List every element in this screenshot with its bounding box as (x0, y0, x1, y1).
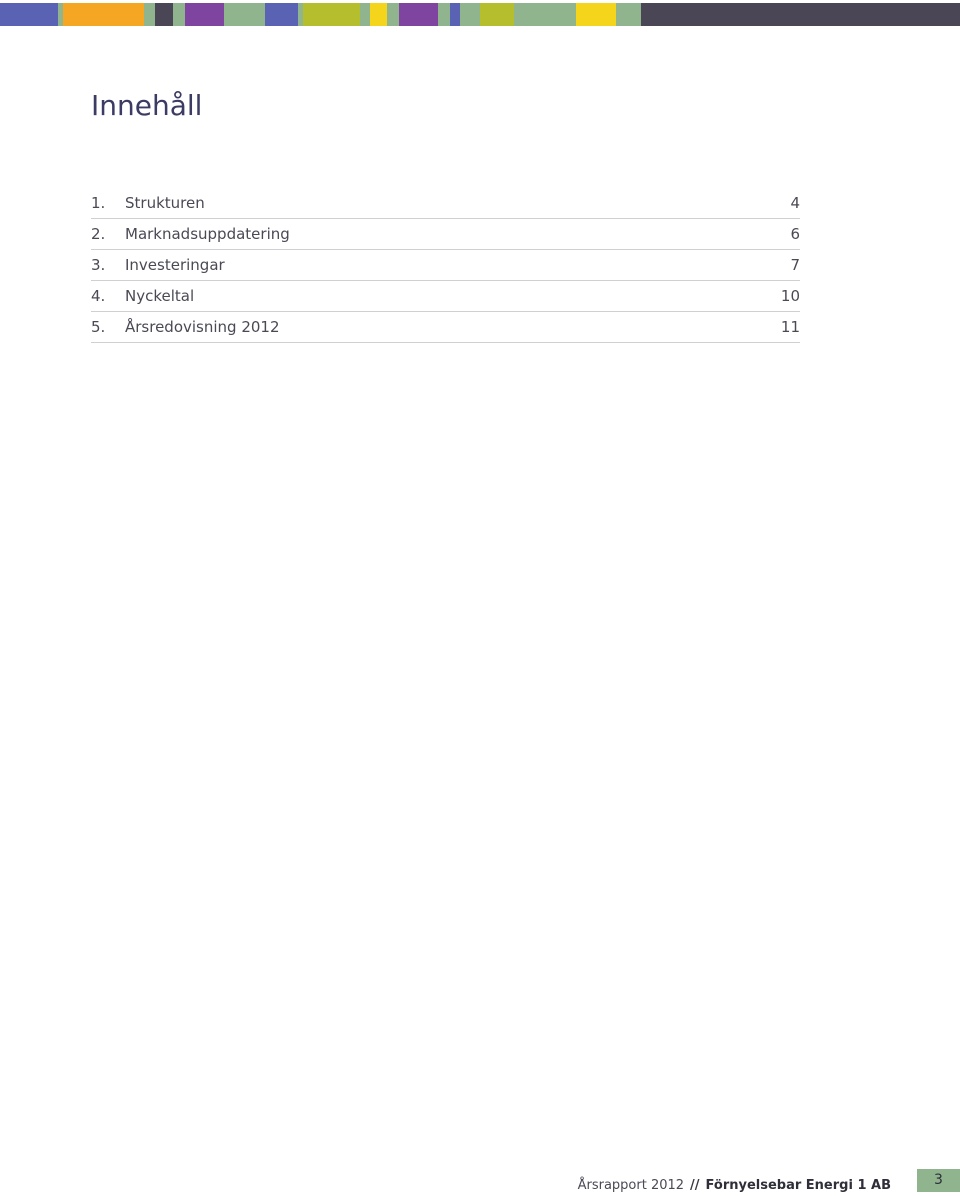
color-bar-segment-purple (399, 3, 438, 26)
page-number-badge: 3 (917, 1169, 960, 1192)
footer-company-name: Förnyelsebar Energi 1 AB (705, 1178, 891, 1193)
toc-entry[interactable] (91, 250, 800, 281)
toc-entry-title: Marknadsuppdatering (125, 225, 290, 243)
toc-entry-page: 4 (790, 194, 800, 212)
color-bar-segment-purple (185, 3, 224, 26)
color-bar-segment-blue (265, 3, 298, 26)
page-title: Innehåll (91, 89, 203, 122)
toc-entry-title: Nyckeltal (125, 287, 195, 305)
toc-entry-title: Årsredovisning 2012 (125, 318, 280, 336)
color-bar-segment-blue (450, 3, 460, 26)
color-bar-segment-yellow (576, 3, 616, 26)
toc-entry-page: 10 (780, 287, 800, 305)
table-of-contents (91, 188, 800, 343)
color-bar-segment-blue (0, 3, 58, 26)
page-footer (578, 1176, 891, 1196)
toc-entry-title: Investeringar (125, 256, 225, 274)
toc-entry[interactable] (91, 281, 800, 312)
toc-entry-page: 7 (790, 256, 800, 274)
toc-entry-number: 3. (91, 256, 106, 274)
color-bar-segment-lime (303, 3, 360, 26)
toc-entry[interactable] (91, 312, 800, 343)
toc-entry-number: 4. (91, 287, 106, 305)
toc-entry-title: Strukturen (125, 194, 205, 212)
footer-report-name: Årsrapport 2012 (577, 1178, 685, 1193)
toc-entry[interactable] (91, 219, 800, 250)
toc-entry-page: 11 (780, 318, 800, 336)
footer-separator: // (690, 1178, 700, 1193)
color-bar-segment-yellow (370, 3, 387, 26)
color-bar-segment-dark (641, 3, 960, 26)
toc-entry-number: 5. (91, 318, 106, 336)
color-bar-segment-dark (155, 3, 173, 26)
color-bar-segment-orange (63, 3, 144, 26)
decorative-color-bar (0, 0, 960, 26)
toc-entry-number: 1. (91, 194, 106, 212)
color-bar-segment-lime (480, 3, 514, 26)
toc-entry-page: 6 (790, 225, 800, 243)
toc-entry[interactable] (91, 188, 800, 219)
toc-entry-number: 2. (91, 225, 106, 243)
